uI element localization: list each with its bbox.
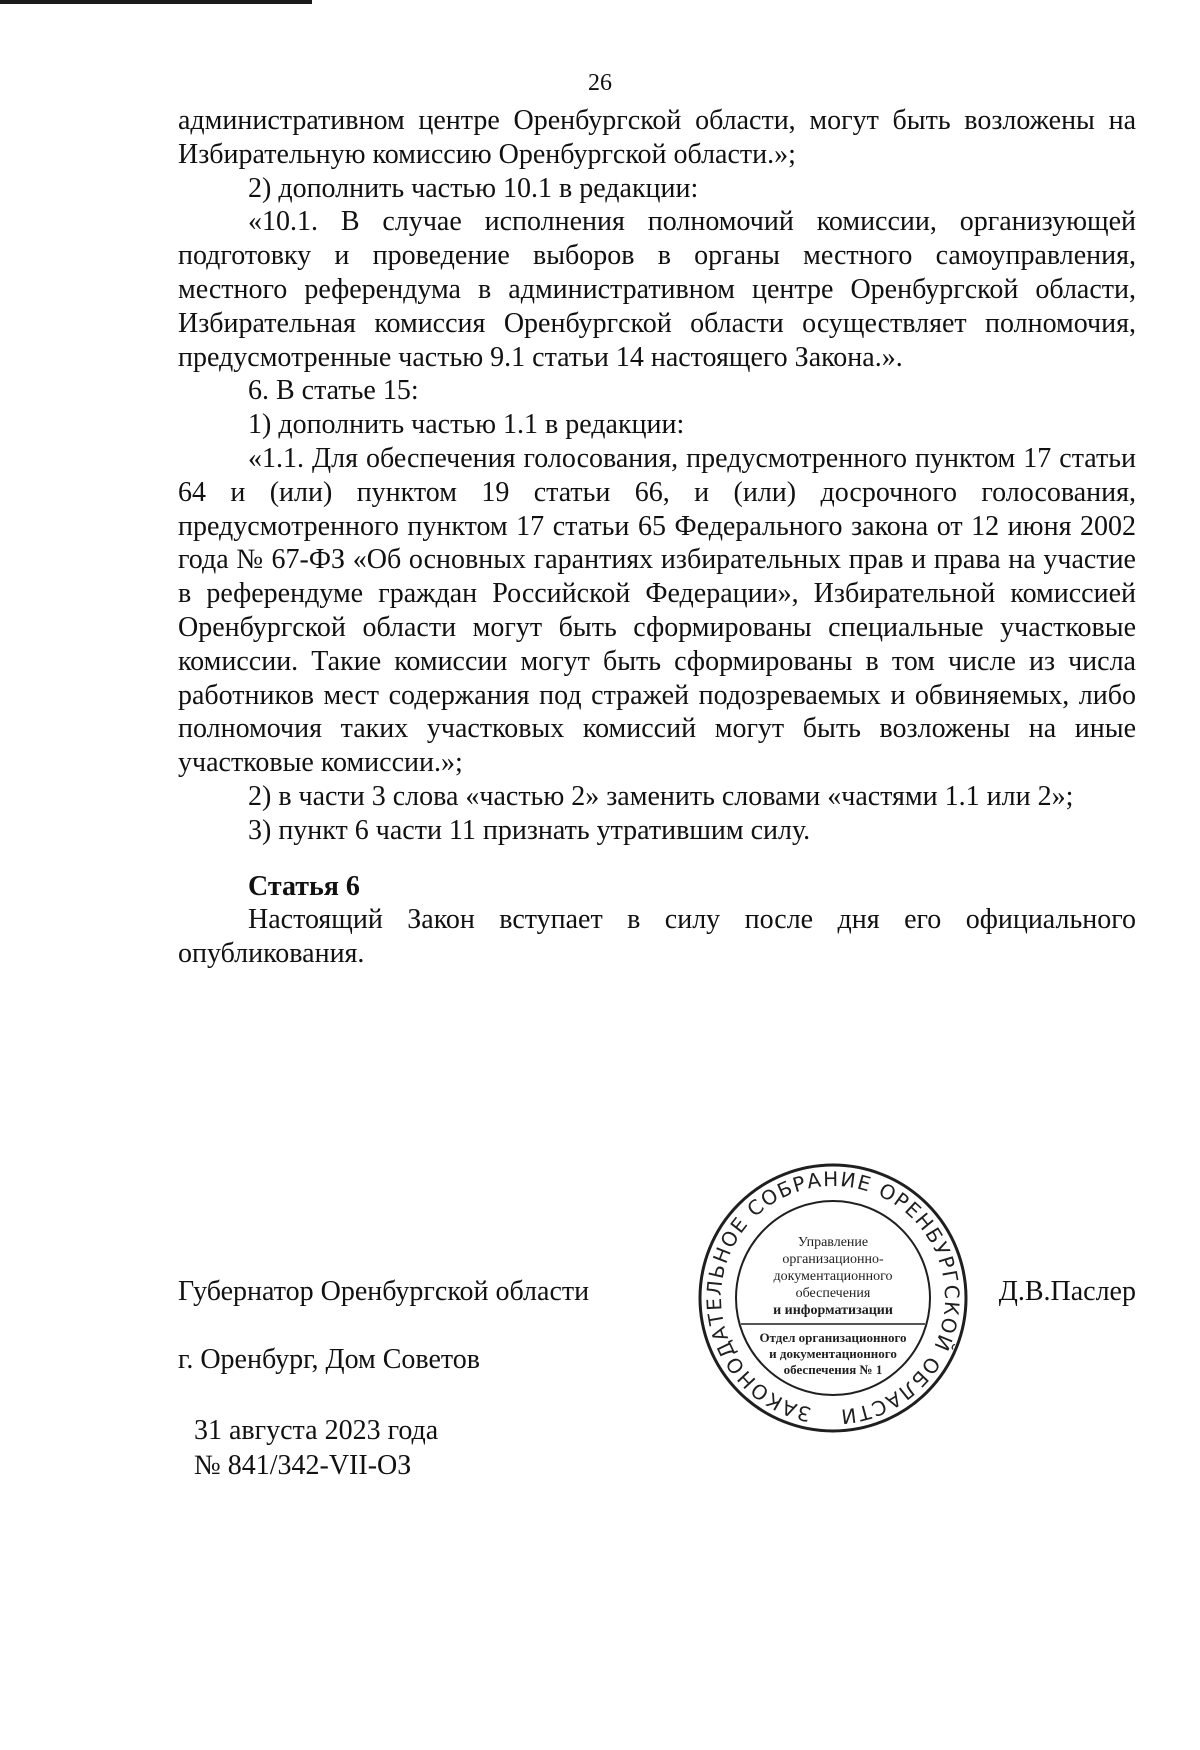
seal-line: и информатизации: [773, 1303, 893, 1318]
seal-line: Управление: [797, 1235, 869, 1250]
top-rule: [0, 0, 312, 4]
seal-line: обеспечения: [795, 1286, 871, 1301]
seal-line: обеспечения № 1: [783, 1362, 883, 1377]
paragraph: 2) в части 3 слова «частью 2» заменить словами «частями 1.1 или 2»;: [248, 780, 1074, 812]
paragraph: «10.1. В случае исполнения полномочий комиссии, организующей подготовку и проведение выборов в органы местного самоуправления, местного референдума в административном центре Оренбургской области, Избирательная комиссия Оренбургской области осуществляет полномочия, предусмотренные частью 9.1 статьи 14 настоящего Закона.».: [178, 206, 1136, 373]
seal-center-text: [741, 1235, 925, 1377]
page-number: 26: [588, 70, 612, 96]
paragraph: 2) дополнить частью 10.1 в редакции:: [248, 172, 699, 204]
signatory-title: Губернатор Оренбургской области: [178, 1276, 590, 1307]
paragraph: административном центре Оренбургской области, могут быть возложены на Избирательную комиссию Оренбургской области.»;: [178, 105, 1136, 170]
paragraph: 6. В статье 15:: [248, 375, 419, 407]
article-heading: Статья 6: [248, 870, 360, 902]
seal-line: организационно-: [782, 1252, 884, 1267]
seal-line: и документационного: [769, 1346, 897, 1361]
law-number: № 841/342-VII-ОЗ: [194, 1450, 412, 1481]
seal-line: документационного: [773, 1269, 893, 1284]
signing-place: г. Оренбург, Дом Советов: [178, 1344, 480, 1375]
paragraph: 3) пункт 6 части 11 признать утратившим силу.: [248, 814, 811, 846]
paragraph: «1.1. Для обеспечения голосования, предусмотренного пунктом 17 статьи 64 и (или) пунктом 19 статьи 66, и (или) досрочного голосования, предусмотренного пунктом 17 статьи 65 Федерального закона от 12 июня 2002 года № 67-ФЗ «Об основных гарантиях избирательных прав и права на участие в референдуме граждан Российской Федерации», Избирательной комиссией Оренбургской области могут быть сформированы специальные участковые комиссии. Такие комиссии могут быть сформированы в том числе из числа работников мест содержания под стражей подозреваемых и обвиняемых, либо полномочия таких участковых комиссий могут быть возложены на иные участковые комиссии.»;: [178, 442, 1136, 779]
seal-line: Отдел организационного: [759, 1330, 907, 1345]
official-seal: [697, 1162, 969, 1434]
signatory-name: Д.В.Паслер: [998, 1276, 1136, 1307]
document-body: [178, 104, 1136, 971]
paragraph: 1) дополнить частью 1.1 в редакции:: [248, 409, 685, 441]
paragraph: Настоящий Закон вступает в силу после дня его официального опубликования.: [178, 904, 1136, 970]
signing-date: 31 августа 2023 года: [194, 1415, 439, 1446]
seal-outer-text: ЗАКОНОДАТЕЛЬНОЕ СОБРАНИЕ ОРЕНБУРГСКОЙ ОБЛАСТИ: [701, 1166, 965, 1429]
